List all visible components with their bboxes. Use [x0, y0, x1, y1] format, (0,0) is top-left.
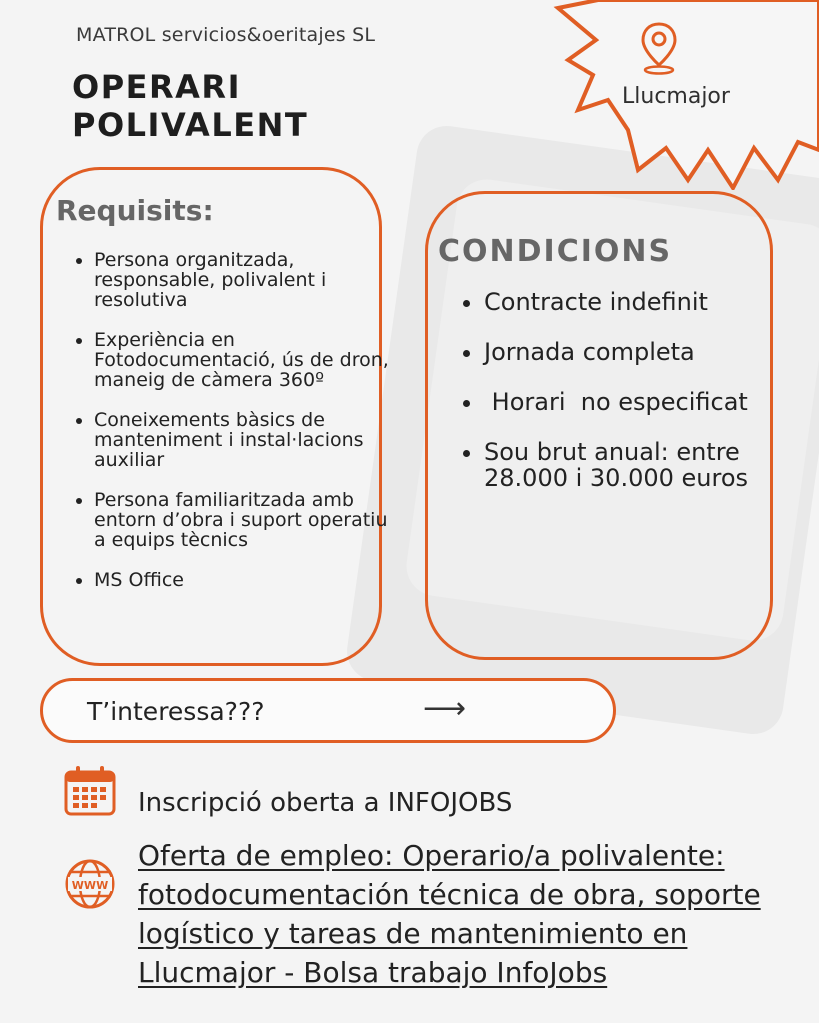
map-pin-icon — [636, 20, 682, 76]
job-offer-link[interactable]: Oferta de empleo: Operario/a polivalente: fotodocumentación técnica de obra, soporte logístico y tareas de mantenimiento en Llucmajor - Bolsa trabajo InfoJobs — [138, 839, 761, 989]
interest-button[interactable] — [40, 678, 616, 743]
list-item: • Experiència en Fotodocumentació, ús de dron, maneig de càmera 360º — [94, 330, 394, 390]
inscription-text: Inscripció oberta a INFOJOBS — [138, 788, 513, 818]
list-item: • Contracte indefinit — [484, 289, 774, 315]
location-label: Llucmajor — [622, 84, 730, 109]
calendar-icon — [64, 764, 116, 816]
list-item: • Jornada completa — [484, 339, 774, 365]
page-title — [72, 68, 308, 144]
interest-button-label: T’interessa??? — [87, 697, 265, 726]
list-item: • Horari no especificat — [484, 389, 774, 415]
arrow-right-icon: ⟶ — [423, 691, 467, 726]
condicions-list — [466, 289, 774, 515]
title-line-2: POLIVALENT — [72, 106, 309, 144]
condicions-heading: CONDICIONS — [438, 234, 673, 269]
company-name: MATROL servicios&oeritajes SL — [76, 24, 376, 46]
requisits-heading: Requisits: — [56, 194, 214, 227]
requisits-list — [76, 250, 394, 610]
list-item: • Persona organitzada, responsable, polivalent i resolutiva — [94, 250, 394, 310]
title-line-1: OPERARI — [72, 68, 241, 106]
list-item: • Coneixements bàsics de manteniment i instal·lacions auxiliar — [94, 410, 394, 470]
globe-www-icon — [64, 858, 116, 910]
svg-text:WWW: WWW — [71, 879, 109, 892]
list-item: • Persona familiaritzada amb entorn d’obra i suport operatiu a equips tècnics — [94, 490, 394, 550]
list-item: • Sou brut anual: entre 28.000 i 30.000 euros — [484, 439, 774, 491]
list-item: • MS Office — [94, 570, 394, 590]
